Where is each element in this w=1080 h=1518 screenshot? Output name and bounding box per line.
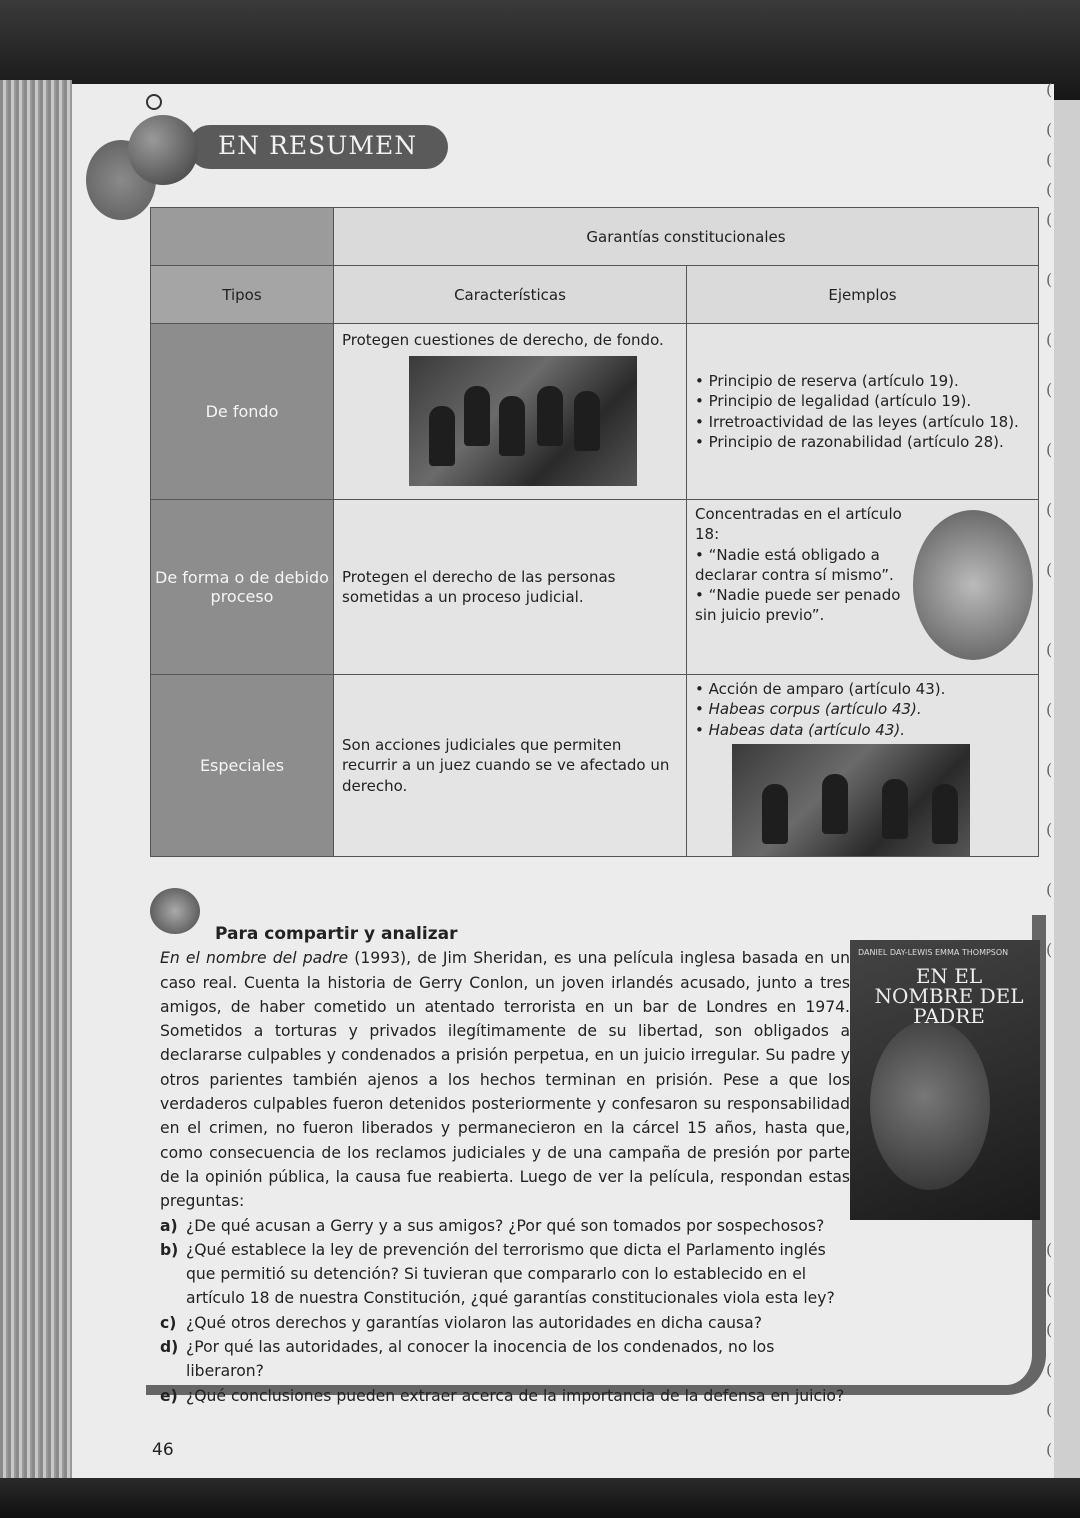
list-item: d) ¿Por qué las autoridades, al conocer la inocencia de los condenados, no los liberaron?: [160, 1338, 775, 1381]
list-item: c) ¿Qué otros derechos y garantías violaron las autoridades en dicha causa?: [160, 1313, 763, 1332]
film-poster-image: [850, 940, 1040, 1220]
caracteristica-cell: [334, 675, 687, 857]
caracteristica-text: Protegen cuestiones de derecho, de fondo.: [342, 331, 664, 349]
list-item: a) ¿De qué acusan a Gerry y a sus amigos? ¿Por qué son tomados por sospechosos?: [160, 1216, 825, 1235]
table-row: [151, 675, 1039, 857]
crowd-photo-image: [732, 744, 970, 856]
ejemplos-list: [687, 679, 1038, 740]
header-ejemplos: Ejemplos: [687, 266, 1039, 324]
ejemplos-cell: [687, 675, 1039, 857]
list-item: • Irretroactividad de las leyes (artículo 18).: [695, 412, 1030, 432]
caracteristica-text: Son acciones judiciales que permiten recurrir a un juez cuando se ve afectado un derecho.: [342, 736, 670, 795]
share-heading: Para compartir y analizar: [215, 924, 458, 944]
ejemplos-intro: Concentradas en el artículo 18:: [695, 505, 902, 544]
right-margin-marks: ( ( ( ( ( ( ( ( ( ( ( ( ( ( ( ( ( ( ( ( ( ( (: [1046, 80, 1053, 1459]
header-caracteristicas: Características: [334, 266, 687, 324]
table-row: [151, 324, 1039, 500]
guarantees-table: [150, 207, 1039, 857]
list-item: • Principio de legalidad (artículo 19).: [695, 391, 1030, 411]
questions-list: [160, 1214, 850, 1408]
banner-title: EN RESUMEN: [218, 131, 418, 160]
poster-cast: DANIEL DAY-LEWIS EMMA THOMPSON: [858, 948, 1009, 957]
poster-face-image: [870, 1020, 990, 1190]
section-banner: [128, 115, 458, 179]
book-spine-edge: [0, 80, 72, 1500]
tipo-especiales: Especiales: [151, 675, 334, 857]
share-paragraph-text: (1993), de Jim Sheridan, es una película inglesa basada en un caso real. Cuenta la historia de Gerry Conlon, un joven irlandés acusado, junto a tres amigos, de haber cometido un atentado terrorista en un bar de Londres en 1974. Sometidos a torturas y privados ilegítimamente de su libertad, son obligados a declararse culpables y condenados a prisión perpetua, en un juicio irregular. Su padre y otros parientes también ajenos a los hechos terminan en prisión. Pese a que los verdaderos culpables fueron detenidos posteriormente y confesaron su responsabilidad en el crimen, no fueron liberados y permanecieron en la cárcel 15 años, hasta que, como consecuencia de los reclamos judiciales y de una campaña de presión por parte de la opinión pública, la causa fue reabierta. Luego de ver la película, respondan estas preguntas:: [160, 949, 850, 1211]
page-number: 46: [152, 1440, 174, 1460]
table-row: [151, 500, 1039, 675]
banner-circle-icon: [128, 115, 198, 185]
ejemplos-list: [695, 545, 910, 626]
list-item: • Principio de razonabilidad (artículo 28).: [695, 432, 1030, 452]
tipo-de-forma: De forma o de debido proceso: [151, 500, 334, 675]
share-paragraph: [160, 946, 850, 1213]
group-photo-image: [409, 356, 637, 486]
caracteristica-cell: [334, 500, 687, 675]
list-item: • Habeas data (artículo 43).: [695, 720, 1030, 740]
list-item: • Acción de amparo (artículo 43).: [695, 679, 1030, 699]
page-badge-icon: [146, 94, 162, 110]
scan-bottom-band: [0, 1478, 1080, 1518]
caracteristica-text: Protegen el derecho de las personas sometidas a un proceso judicial.: [342, 567, 616, 606]
list-item: • “Nadie está obligado a declarar contra sí mismo”.: [695, 545, 910, 586]
table-corner: [151, 208, 334, 266]
table-title: Garantías constitucionales: [334, 208, 1039, 266]
building-photo-image: [913, 510, 1033, 660]
caracteristica-cell: [334, 324, 687, 500]
ejemplos-list: [687, 371, 1038, 452]
list-item: • Habeas corpus (artículo 43).: [695, 699, 1030, 719]
list-item: • Principio de reserva (artículo 19).: [695, 371, 1030, 391]
list-item: e) ¿Qué conclusiones pueden extraer acerca de la importancia de la defensa en juicio?: [160, 1386, 845, 1405]
header-tipos: Tipos: [151, 266, 334, 324]
share-section: [160, 922, 850, 1408]
poster-title: EN EL NOMBRE DEL PADRE: [874, 964, 1024, 1028]
list-item: • “Nadie puede ser penado sin juicio previo”.: [695, 585, 910, 626]
tipo-de-fondo: De fondo: [151, 324, 334, 500]
ejemplos-cell: [687, 324, 1039, 500]
ejemplos-cell: [687, 500, 1039, 675]
list-item: b) ¿Qué establece la ley de prevención del terrorismo que dicta el Parlamento inglés que permitió su detención? Si tuvieran que compararlo con lo establecido en el artículo 18 de nuestra Constitución, ¿qué garantías constitucionales viola esta ley?: [160, 1240, 835, 1308]
film-title: En el nombre del padre: [160, 949, 349, 968]
